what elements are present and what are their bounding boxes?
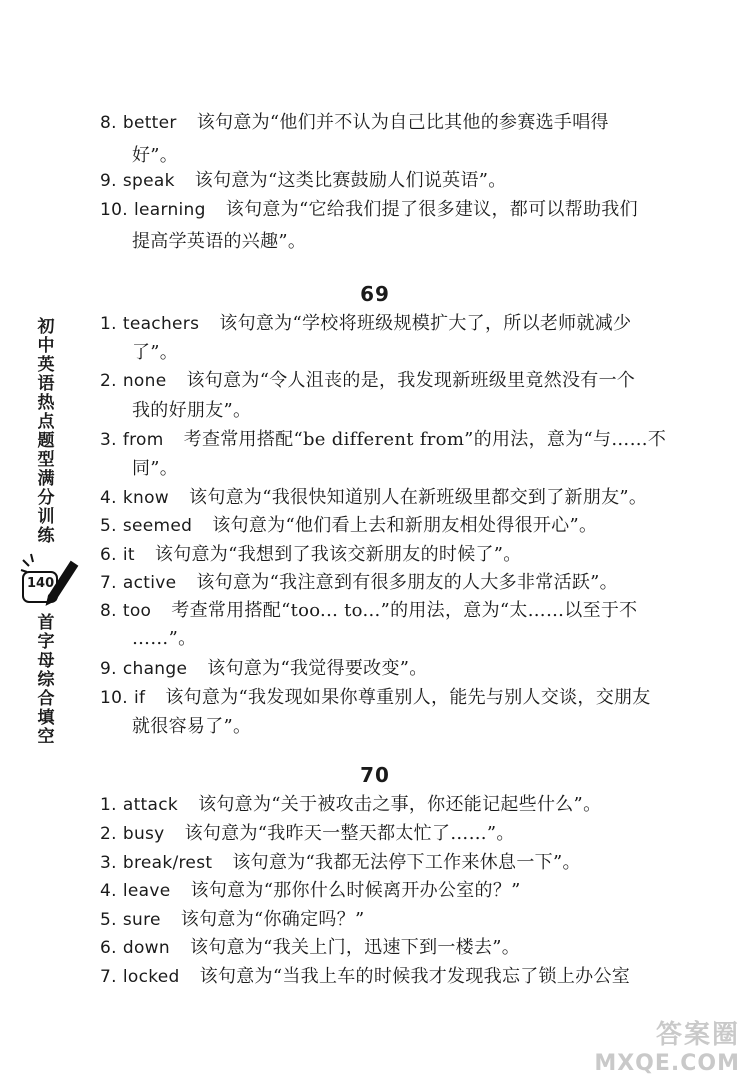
section-title: 70 — [360, 763, 390, 787]
item-number: 9. — [100, 659, 117, 679]
item-explanation: 该句意为“学校将班级规模扩大了，所以老师就减少 — [219, 313, 632, 334]
item-explanation: 该句意为“我注意到有很多朋友的人大多非常活跃”。 — [196, 572, 618, 593]
item-continuation: 我的好朋友”。 — [132, 400, 252, 421]
item-answer: too — [122, 601, 152, 621]
item-answer: change — [122, 659, 188, 679]
item-number: 8. — [100, 601, 117, 621]
item-explanation: 考查常用搭配“too... to...”的用法，意为“太……以至于不 — [171, 600, 638, 621]
page-number: 140 — [27, 576, 55, 591]
item-explanation: 该句意为“我关上门，迅速下到一楼去”。 — [189, 937, 521, 958]
watermark-logo-text: 答案圈 — [655, 1020, 740, 1050]
item-number: 2. — [100, 371, 117, 391]
item-number: 9. — [100, 171, 117, 191]
item-answer: from — [122, 430, 164, 450]
item-number: 7. — [100, 573, 117, 593]
section-title: 69 — [360, 282, 390, 306]
item-number: 8. — [100, 113, 117, 133]
item-number: 1. — [100, 795, 117, 815]
page-number-badge — [19, 550, 83, 610]
section-name: 首字母综合填空 — [37, 613, 55, 747]
item-explanation: 该句意为“我都无法停下工作来休息一下”。 — [232, 852, 581, 873]
item-continuation: 同”。 — [132, 458, 179, 479]
item-explanation: 该句意为“你确定吗？” — [180, 909, 365, 930]
item-explanation: 该句意为“我想到了我该交新朋友的时候了”。 — [154, 544, 522, 565]
item-continuation: 好”。 — [132, 145, 179, 166]
item-explanation: 该句意为“关于被攻击之事，你还能记起些什么”。 — [198, 794, 602, 815]
answer-item — [100, 106, 668, 140]
item-explanation: 考查常用搭配“be different from”的用法，意为“与……不 — [183, 429, 667, 450]
item-number: 4. — [100, 881, 117, 901]
item-number: 6. — [100, 545, 117, 565]
item-answer: it — [122, 545, 135, 565]
item-continuation: ……”。 — [132, 628, 197, 649]
item-continuation: 了”。 — [132, 342, 179, 363]
item-explanation: 该句意为“那你什么时候离开办公室的？” — [190, 880, 521, 901]
item-number: 5. — [100, 910, 117, 930]
item-explanation: 该句意为“我发现如果你尊重别人，能先与别人交谈，交朋友 — [165, 687, 651, 708]
item-number: 10. — [100, 688, 128, 708]
item-number: 1. — [100, 314, 117, 334]
answer-item — [100, 960, 668, 994]
item-number: 7. — [100, 967, 117, 987]
watermark-url: MXQE.COM — [594, 1051, 740, 1076]
item-number: 4. — [100, 488, 117, 508]
book-title: 初中英语热点题型满分训练 — [37, 317, 55, 546]
item-number: 2. — [100, 824, 117, 844]
item-answer: break/rest — [122, 853, 213, 873]
watermark — [594, 1014, 740, 1076]
item-answer: speak — [122, 171, 175, 191]
answer-item — [100, 193, 668, 227]
item-answer: active — [122, 573, 177, 593]
item-answer: learning — [133, 200, 206, 220]
item-explanation: 该句意为“当我上车的时候我才发现我忘了锁上办公室 — [199, 966, 631, 987]
item-answer: down — [122, 938, 170, 958]
item-explanation: 该句意为“他们看上去和新朋友相处得很开心”。 — [212, 515, 598, 536]
book-sidebar — [24, 318, 68, 747]
item-answer: know — [122, 488, 169, 508]
item-explanation: 该句意为“它给我们提了很多建议，都可以帮助我们 — [225, 199, 638, 220]
item-explanation: 该句意为“我觉得要改变”。 — [207, 658, 428, 679]
item-continuation: 提高学英语的兴趣”。 — [132, 231, 307, 252]
item-explanation: 该句意为“这类比赛鼓励人们说英语”。 — [194, 170, 507, 191]
item-answer: teachers — [122, 314, 200, 334]
item-explanation: 该句意为“令人沮丧的是，我发现新班级里竟然没有一个 — [186, 370, 636, 391]
item-number: 5. — [100, 516, 117, 536]
item-explanation: 该句意为“他们并不认为自己比其他的参赛选手唱得 — [196, 112, 609, 133]
item-explanation: 该句意为“我很快知道别人在新班级里都交到了新朋友”。 — [189, 487, 648, 508]
item-answer: attack — [122, 795, 179, 815]
item-number: 3. — [100, 853, 117, 873]
item-answer: seemed — [122, 516, 193, 536]
item-number: 6. — [100, 938, 117, 958]
item-answer: sure — [122, 910, 161, 930]
answer-item — [100, 364, 668, 398]
item-continuation: 就很容易了”。 — [132, 716, 252, 737]
item-number: 10. — [100, 200, 128, 220]
item-answer: better — [122, 113, 177, 133]
item-answer: none — [122, 371, 167, 391]
item-answer: if — [133, 688, 146, 708]
item-answer: leave — [122, 881, 171, 901]
item-number: 3. — [100, 430, 117, 450]
item-explanation: 该句意为“我昨天一整天都太忙了……”。 — [184, 823, 515, 844]
item-answer: locked — [122, 967, 180, 987]
item-answer: busy — [122, 824, 165, 844]
